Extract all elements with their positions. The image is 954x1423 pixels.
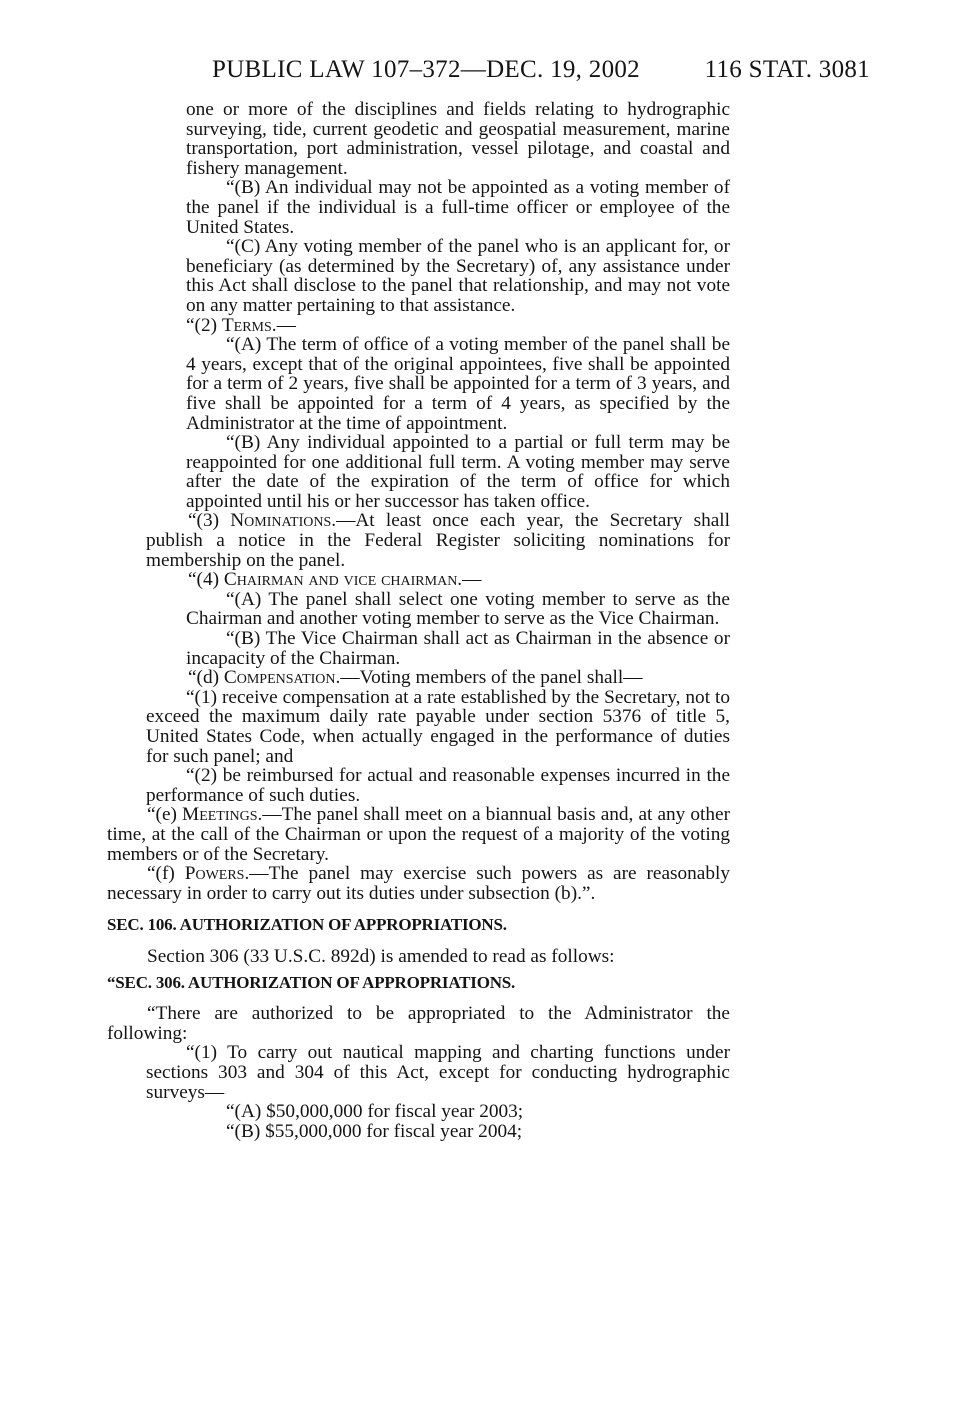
list-item-fy2004: “(B) $55,000,000 for fiscal year 2004; <box>226 1120 523 1142</box>
paragraph-1-receive-compensation: “(1) receive compensation at a rate established by the Secretary, not to exceed the maximum daily rate payable under section 5376 of title 5, United States Code, when actually engaged in the performance of duties for such panel; and <box>146 686 730 767</box>
list-item-fy2003: “(A) $50,000,000 for fiscal year 2003; <box>226 1101 524 1123</box>
nominations-prefix: “(3) <box>188 510 231 532</box>
heading-terms <box>186 316 730 336</box>
paragraph-authorized-appropriated: “There are authorized to be appropriated to the Administrator the following: <box>107 1003 730 1044</box>
meetings-prefix: “(e) <box>147 804 183 826</box>
paragraph-powers <box>107 864 730 903</box>
nominations-text: —At least once each year, the Secretary shall publish a notice in the Federal Register soliciting nominations for membership on the panel. <box>146 510 730 571</box>
paragraph-b-full-time: “(B) An individual may not be appointed as a voting member of the panel if the individual is a full-time officer or employee of the United States. <box>186 177 730 238</box>
paragraph-b-vice-chairman: “(B) The Vice Chairman shall act as Chairman in the absence or incapacity of the Chairman. <box>186 628 730 669</box>
paragraph-nominations <box>146 511 730 570</box>
powers-text: —The panel may exercise such powers as are reasonably necessary in order to carry out its duties under subsection (b).”. <box>107 863 730 904</box>
meetings-heading: Meetings. <box>182 804 263 826</box>
nominations-heading: Nominations. <box>230 510 337 532</box>
paragraph-section-306-amended: Section 306 (33 U.S.C. 892d) is amended to read as follows: <box>147 945 615 967</box>
heading-chairman <box>146 570 730 590</box>
compensation-prefix: “(d) <box>188 667 224 689</box>
paragraph-2-reimbursed: “(2) be reimbursed for actual and reasonable expenses incurred in the performance of such duties. <box>146 765 730 806</box>
meetings-text: —The panel shall meet on a biannual basis and, at any other time, at the call of the Chairman or upon the request of a majority of the voting members or of the Secretary. <box>107 804 730 865</box>
paragraph-disciplines: one or more of the disciplines and fields relating to hydrographic surveying, tide, current geodetic and geospatial measurement, marine transportation, port administration, vessel pilotage, and coastal and fishery management. <box>186 99 730 179</box>
compensation-heading: Compensation. <box>223 667 341 689</box>
powers-prefix: “(f) <box>147 863 185 885</box>
terms-suffix: — <box>276 314 296 336</box>
terms-heading: Terms. <box>221 314 277 336</box>
paragraph-a-term-of-office: “(A) The term of office of a voting member of the panel shall be 4 years, except that of the original appointees, five shall be appointed for a term of 2 years, five shall be appointed for a term of 3 years, and five shall be appointed for a term of 4 years, as specified by the Administrator at the time of appointment. <box>186 334 730 434</box>
powers-heading: Powers. <box>184 863 250 885</box>
header-law-citation: PUBLIC LAW 107–372—DEC. 19, 2002 <box>212 56 640 83</box>
paragraph-1-nautical-mapping: “(1) To carry out nautical mapping and charting functions under sections 303 and 304 of this Act, except for conducting hydrographic surveys— <box>146 1042 730 1103</box>
paragraph-meetings <box>107 805 730 864</box>
paragraph-b-reappointed: “(B) Any individual appointed to a partial or full term may be reappointed for one additional full term. A voting member may serve after the date of the expiration of the term of office for which appointed until his or her successor has taken office. <box>186 432 730 512</box>
document-body <box>0 100 954 1141</box>
chairman-heading: Chairman and vice chairman. <box>223 569 463 591</box>
section-106-heading: SEC. 106. AUTHORIZATION OF APPROPRIATIONS. <box>107 915 507 935</box>
compensation-text: —Voting members of the panel shall— <box>340 667 643 689</box>
chairman-suffix: — <box>462 569 482 591</box>
section-306-heading: “SEC. 306. AUTHORIZATION OF APPROPRIATIONS. <box>107 972 516 992</box>
paragraph-c-disclose: “(C) Any voting member of the panel who is an applicant for, or beneficiary (as determined by the Secretary) of, any assistance under this Act shall disclose to the panel that relationship, and may not vote on any matter pertaining to that assistance. <box>186 236 730 316</box>
paragraph-a-select-chairman: “(A) The panel shall select one voting member to serve as the Chairman and another voting member to serve as the Vice Chairman. <box>186 588 730 630</box>
terms-prefix: “(2) <box>186 314 222 336</box>
chairman-prefix: “(4) <box>188 569 224 591</box>
paragraph-compensation <box>146 668 730 688</box>
header-stat-page: 116 STAT. 3081 <box>704 56 870 83</box>
